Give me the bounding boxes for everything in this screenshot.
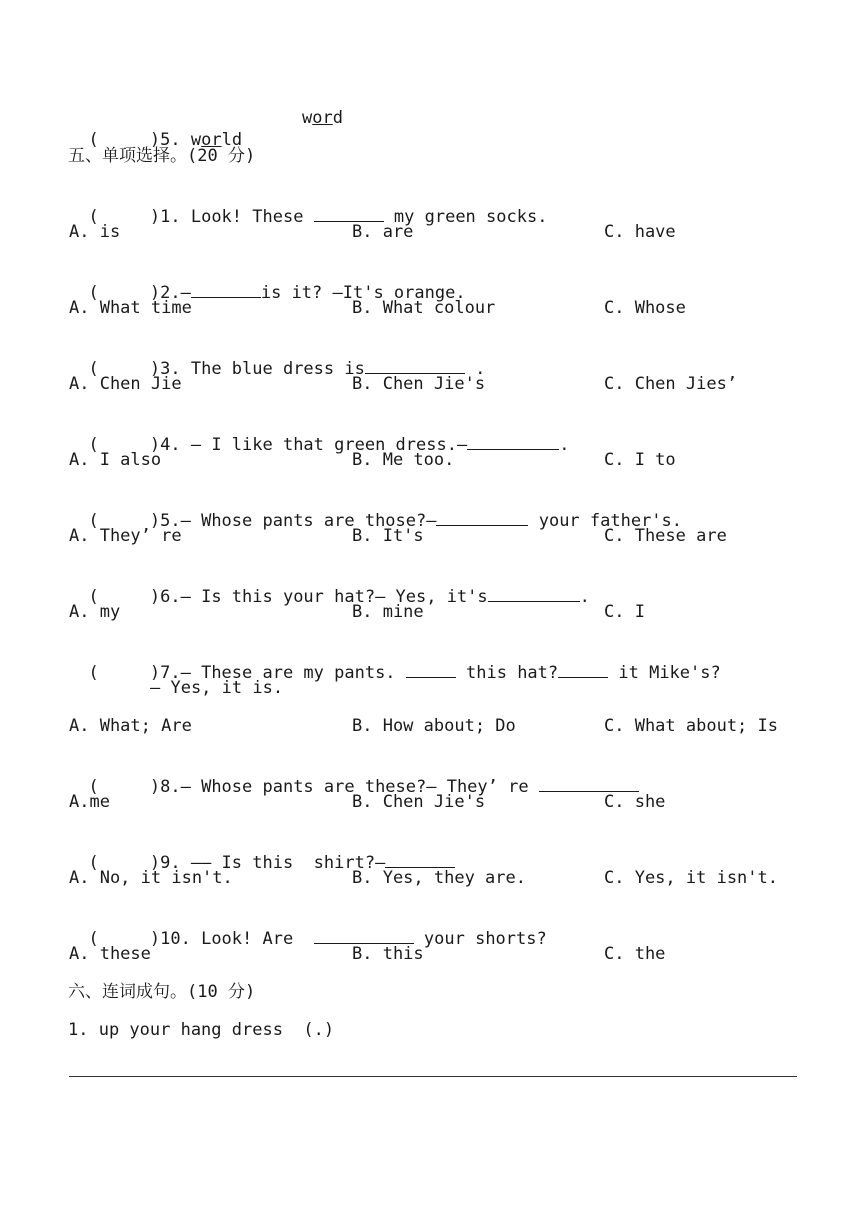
answer-paren[interactable]: ( ) [88,929,161,949]
option-b[interactable]: B. Yes, they are. [352,868,526,888]
answer-paren[interactable]: ( ) [88,359,161,379]
answer-blank[interactable] [314,205,384,222]
option-a[interactable]: A. They’ re [69,526,182,546]
option-c[interactable]: C. Chen Jies’ [604,374,738,394]
option-c[interactable]: C. Yes, it isn't. [604,868,778,888]
option-a[interactable]: A. No, it isn't. [69,868,233,888]
word-word: word [302,108,343,128]
answer-blank[interactable] [467,433,559,450]
answer-paren[interactable]: ( ) [88,130,161,150]
option-b[interactable]: B. are [352,222,414,242]
answer-blank[interactable] [385,851,455,868]
option-a[interactable]: A. my [69,602,121,622]
answer-blank[interactable] [488,585,580,602]
option-a[interactable]: A. is [69,222,121,242]
question-5: ( )5.— Whose pants are those?— your father's. [88,511,683,531]
answer-paren[interactable]: ( ) [88,587,161,607]
answer-paren[interactable]: ( ) [88,853,161,873]
answer-blank[interactable] [436,509,528,526]
answer-paren[interactable]: ( ) [88,283,161,303]
option-b[interactable]: B. Chen Jie's [352,792,486,812]
option-a[interactable]: A. these [69,944,151,964]
option-b[interactable]: B. this [352,944,424,964]
option-a[interactable]: A.me [69,792,110,812]
answer-blank[interactable] [314,927,414,944]
question-1: ( )1. Look! These my green socks. [88,207,548,227]
answer-blank[interactable] [365,357,465,374]
question-10: ( )10. Look! Are your shorts? [88,929,547,949]
option-c[interactable]: C. I [604,602,645,622]
section-5-title: 五、单项选择。(20 分) [68,146,256,166]
question-7: ( )7.— These are my pants. this hat? it Mike's? [88,663,721,683]
word-world: world [190,130,243,150]
option-a[interactable]: A. What time [69,298,192,318]
option-c[interactable]: C. the [604,944,666,964]
answer-paren[interactable]: ( ) [88,777,161,797]
option-b[interactable]: B. What colour [352,298,496,318]
option-b[interactable]: B. Chen Jie's [352,374,486,394]
answer-blank[interactable] [406,661,456,678]
answer-blank[interactable] [558,661,608,678]
answer-blank[interactable] [539,775,639,792]
question-3: ( )3. The blue dress is . [88,359,486,379]
option-c[interactable]: C. have [604,222,676,242]
answer-paren[interactable]: ( ) [88,511,161,531]
sentence-item-1: 1. up your hang dress (.) [68,1020,335,1040]
question-number: 5. [160,130,181,150]
option-b[interactable]: B. Me too. [352,450,455,470]
option-c[interactable]: C. she [604,792,666,812]
answer-paren[interactable]: ( ) [88,435,161,455]
option-b[interactable]: B. mine [352,602,424,622]
option-b[interactable]: B. How about; Do [352,716,516,736]
answer-line[interactable] [69,1076,797,1077]
question-4: ( )4. — I like that green dress.— . [88,435,570,455]
answer-paren[interactable]: ( ) [88,663,161,683]
answer-paren[interactable]: ( ) [88,207,161,227]
option-b[interactable]: B. It's [352,526,424,546]
option-a[interactable]: A. I also [69,450,162,470]
question-2: ( )2.— is it? —It's orange. [88,283,466,303]
question-9: ( )9. —— Is this shirt?— [68,829,455,874]
question-7-continuation: — Yes, it is. [150,678,284,698]
option-c[interactable]: C. I to [604,450,676,470]
option-a[interactable]: A. Chen Jie [69,374,182,394]
question-6: ( )6.— Is this your hat?— Yes, it's . [88,587,590,607]
option-c[interactable]: C. Whose [604,298,686,318]
option-a[interactable]: A. What; Are [69,716,192,736]
answer-blank[interactable] [191,281,261,298]
question-8: ( )8.— Whose pants are these?— They’ re [68,753,639,798]
option-c[interactable]: C. What about; Is [604,716,778,736]
section-6-title: 六、连词成句。(10 分) [68,982,256,1002]
option-c[interactable]: C. These are [604,526,727,546]
